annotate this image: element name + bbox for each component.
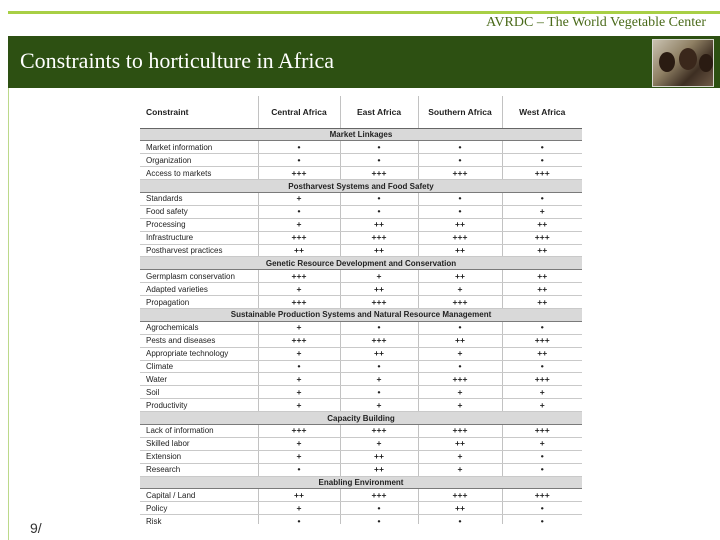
rating-cell: ++: [340, 283, 418, 296]
table-row: [140, 244, 582, 257]
page-number-value: 9: [30, 520, 38, 536]
constraint-name: Propagation: [140, 296, 258, 309]
constraint-name: Capital / Land: [140, 489, 258, 502]
constraint-name: Infrastructure: [140, 231, 258, 244]
table-row: [140, 321, 582, 334]
rating-cell: +++: [340, 424, 418, 437]
constraint-name: Appropriate technology: [140, 347, 258, 360]
constraint-name: Access to markets: [140, 167, 258, 180]
rating-cell: +: [258, 437, 340, 450]
column-header-west-africa: West Africa: [502, 96, 582, 128]
rating-cell: +++: [418, 231, 502, 244]
constraint-name: Market information: [140, 141, 258, 154]
table-body: [140, 128, 582, 524]
constraint-name: Productivity: [140, 399, 258, 412]
table-row: [140, 373, 582, 386]
table-row: [140, 502, 582, 515]
rating-cell: •: [340, 205, 418, 218]
rating-cell: •: [258, 463, 340, 476]
table-row: [140, 399, 582, 412]
rating-cell: +: [258, 192, 340, 205]
rating-cell: •: [502, 321, 582, 334]
constraint-name: Food safety: [140, 205, 258, 218]
rating-cell: +++: [258, 334, 340, 347]
constraint-name: Adapted varieties: [140, 283, 258, 296]
rating-cell: +: [258, 218, 340, 231]
table-row: [140, 437, 582, 450]
page-number: 9/: [30, 520, 42, 536]
rating-cell: +: [258, 450, 340, 463]
rating-cell: +++: [502, 489, 582, 502]
rating-cell: +: [340, 437, 418, 450]
table-row: [140, 192, 582, 205]
rating-cell: ++: [418, 334, 502, 347]
rating-cell: •: [502, 360, 582, 373]
rating-cell: •: [418, 141, 502, 154]
constraint-name: Policy: [140, 502, 258, 515]
constraints-table-wrap: [140, 96, 582, 524]
constraint-name: Risk: [140, 515, 258, 524]
rating-cell: +++: [340, 167, 418, 180]
rating-cell: •: [502, 192, 582, 205]
rating-cell: •: [258, 360, 340, 373]
title-band: [8, 36, 720, 88]
rating-cell: +: [258, 347, 340, 360]
left-accent-rule: [8, 88, 9, 540]
rating-cell: ++: [418, 270, 502, 283]
rating-cell: +++: [258, 296, 340, 309]
constraint-name: Organization: [140, 154, 258, 167]
rating-cell: ++: [340, 450, 418, 463]
column-header-east-africa: East Africa: [340, 96, 418, 128]
rating-cell: •: [418, 205, 502, 218]
constraint-name: Climate: [140, 360, 258, 373]
rating-cell: •: [418, 321, 502, 334]
rating-cell: +: [418, 283, 502, 296]
rating-cell: ++: [340, 244, 418, 257]
children-photo: [652, 39, 714, 87]
rating-cell: +: [340, 373, 418, 386]
rating-cell: •: [340, 360, 418, 373]
rating-cell: +: [502, 399, 582, 412]
constraint-name: Soil: [140, 386, 258, 399]
rating-cell: +: [418, 399, 502, 412]
rating-cell: +: [418, 463, 502, 476]
section-title: Sustainable Production Systems and Natural Resource Management: [140, 308, 582, 321]
section-title: Genetic Resource Development and Conservation: [140, 257, 582, 270]
rating-cell: +: [258, 373, 340, 386]
rating-cell: ++: [258, 489, 340, 502]
section-row: [140, 412, 582, 425]
section-title: Market Linkages: [140, 128, 582, 141]
rating-cell: ++: [502, 270, 582, 283]
rating-cell: •: [418, 360, 502, 373]
section-row: [140, 308, 582, 321]
rating-cell: ++: [502, 218, 582, 231]
constraint-name: Agrochemicals: [140, 321, 258, 334]
table-row: [140, 463, 582, 476]
rating-cell: +++: [418, 373, 502, 386]
constraint-name: Skilled labor: [140, 437, 258, 450]
rating-cell: +++: [418, 167, 502, 180]
rating-cell: •: [340, 515, 418, 524]
rating-cell: +: [418, 450, 502, 463]
rating-cell: •: [502, 502, 582, 515]
section-row: [140, 476, 582, 489]
table-row: [140, 450, 582, 463]
rating-cell: +++: [340, 231, 418, 244]
rating-cell: •: [258, 205, 340, 218]
rating-cell: ++: [418, 218, 502, 231]
child-face-2: [679, 48, 697, 70]
rating-cell: •: [502, 463, 582, 476]
rating-cell: •: [502, 515, 582, 524]
rating-cell: •: [340, 154, 418, 167]
column-header-southern-africa: Southern Africa: [418, 96, 502, 128]
rating-cell: ++: [502, 347, 582, 360]
rating-cell: ++: [502, 283, 582, 296]
section-title: Postharvest Systems and Food Safety: [140, 180, 582, 193]
rating-cell: +: [502, 386, 582, 399]
rating-cell: +++: [258, 270, 340, 283]
rating-cell: +: [340, 270, 418, 283]
table-row: [140, 386, 582, 399]
rating-cell: +: [258, 399, 340, 412]
rating-cell: +: [258, 502, 340, 515]
rating-cell: +++: [340, 489, 418, 502]
rating-cell: +++: [502, 167, 582, 180]
slide-title: Constraints to horticulture in Africa: [20, 48, 335, 73]
rating-cell: ++: [258, 244, 340, 257]
rating-cell: +++: [258, 424, 340, 437]
constraint-name: Research: [140, 463, 258, 476]
column-header-central-africa: Central Africa: [258, 96, 340, 128]
rating-cell: •: [502, 141, 582, 154]
table-row: [140, 167, 582, 180]
constraint-name: Processing: [140, 218, 258, 231]
rating-cell: •: [340, 192, 418, 205]
table-row: [140, 489, 582, 502]
table-row: [140, 270, 582, 283]
rating-cell: •: [418, 154, 502, 167]
rating-cell: •: [258, 141, 340, 154]
table-row: [140, 154, 582, 167]
constraints-table: [140, 96, 582, 524]
rating-cell: •: [340, 502, 418, 515]
rating-cell: +: [418, 386, 502, 399]
rating-cell: +++: [418, 296, 502, 309]
table-row: [140, 231, 582, 244]
table-row: [140, 515, 582, 524]
rating-cell: +++: [418, 489, 502, 502]
rating-cell: +++: [502, 334, 582, 347]
rating-cell: •: [502, 450, 582, 463]
rating-cell: ++: [418, 244, 502, 257]
section-row: [140, 257, 582, 270]
rating-cell: +++: [340, 296, 418, 309]
section-row: [140, 128, 582, 141]
rating-cell: ++: [502, 296, 582, 309]
rating-cell: ++: [502, 244, 582, 257]
rating-cell: •: [340, 321, 418, 334]
rating-cell: +: [258, 283, 340, 296]
column-header-constraint: Constraint: [140, 96, 258, 128]
constraint-name: Pests and diseases: [140, 334, 258, 347]
table-row: [140, 218, 582, 231]
rating-cell: +: [502, 437, 582, 450]
rating-cell: •: [418, 515, 502, 524]
table-row: [140, 205, 582, 218]
rating-cell: •: [340, 141, 418, 154]
table-row: [140, 334, 582, 347]
rating-cell: +++: [502, 424, 582, 437]
header-row: [140, 96, 582, 128]
table-header: [140, 96, 582, 128]
rating-cell: +: [340, 399, 418, 412]
constraint-name: Water: [140, 373, 258, 386]
rating-cell: •: [418, 192, 502, 205]
constraint-name: Postharvest practices: [140, 244, 258, 257]
section-title: Enabling Environment: [140, 476, 582, 489]
rating-cell: +: [418, 347, 502, 360]
rating-cell: +: [502, 205, 582, 218]
constraint-name: Extension: [140, 450, 258, 463]
constraint-name: Standards: [140, 192, 258, 205]
rating-cell: +: [258, 321, 340, 334]
child-face-1: [659, 52, 675, 72]
table-row: [140, 283, 582, 296]
section-title: Capacity Building: [140, 412, 582, 425]
rating-cell: +++: [418, 424, 502, 437]
child-face-3: [699, 54, 713, 72]
rating-cell: ++: [418, 502, 502, 515]
org-name: AVRDC – The World Vegetable Center: [486, 15, 706, 30]
rating-cell: •: [258, 154, 340, 167]
rating-cell: +: [258, 386, 340, 399]
rating-cell: ++: [340, 218, 418, 231]
rating-cell: +++: [502, 231, 582, 244]
rating-cell: ++: [340, 347, 418, 360]
rating-cell: ++: [418, 437, 502, 450]
table-row: [140, 296, 582, 309]
rating-cell: +++: [340, 334, 418, 347]
table-row: [140, 424, 582, 437]
top-accent-rule: [8, 11, 720, 14]
table-row: [140, 360, 582, 373]
constraint-name: Germplasm conservation: [140, 270, 258, 283]
rating-cell: +++: [258, 231, 340, 244]
rating-cell: •: [502, 154, 582, 167]
constraint-name: Lack of information: [140, 424, 258, 437]
rating-cell: +++: [258, 167, 340, 180]
table-row: [140, 141, 582, 154]
table-row: [140, 347, 582, 360]
rating-cell: ++: [340, 463, 418, 476]
rating-cell: +++: [502, 373, 582, 386]
section-row: [140, 180, 582, 193]
rating-cell: •: [340, 386, 418, 399]
rating-cell: •: [258, 515, 340, 524]
